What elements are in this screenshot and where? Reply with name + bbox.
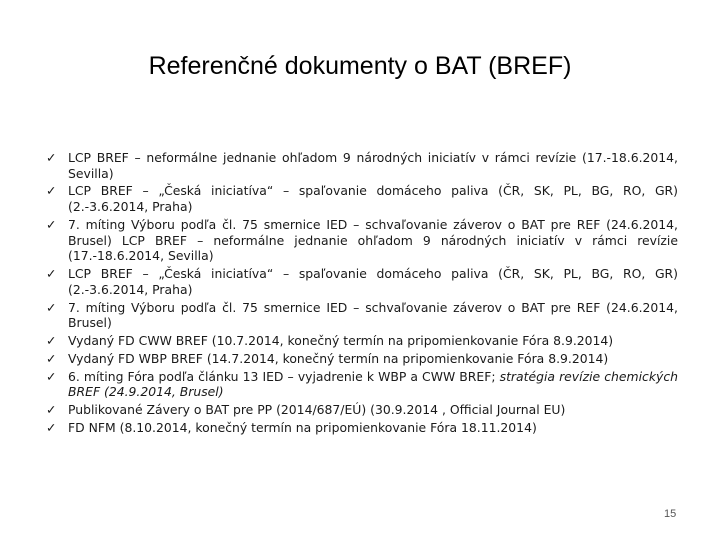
checkmark-icon: ✓ [46,368,57,384]
bullet-text: LCP BREF – „Česká iniciatíva“ – spaľovanie domáceho paliva (ČR, SK, PL, BG, RO, GR) (2.-3.6.2014, Praha) [68,266,678,297]
list-item [46,217,678,264]
list-item [46,369,678,400]
list-item [46,300,678,331]
checkmark-icon: ✓ [46,333,57,349]
checkmark-icon: ✓ [46,216,57,232]
bullet-text: Publikované Závery o BAT pre PP (2014/687/EÚ) (30.9.2014 , Official Journal EU) [68,402,566,418]
list-item [46,266,678,297]
checkmark-icon: ✓ [46,299,57,315]
list-item [46,420,678,436]
bullet-text: 6. míting Fóra podľa článku 13 IED – vyjadrenie k WBP a CWW BREF; [68,368,500,384]
checkmark-icon: ✓ [46,266,57,282]
bullet-text: LCP BREF – neformálne jednanie ohľadom 9 národných iniciatív v rámci revízie (17.-18.6.2014, Sevilla) [68,150,678,181]
bullet-text: 7. míting Výboru podľa čl. 75 smernice IED – schvaľovanie záverov o BAT pre REF (24.6.2014, Brusel) LCP BREF – neformálne jednanie ohľadom 9 národných iniciatív v rámci revízie (17.-18.6.2014, Sevilla) [68,216,678,264]
bullet-list [46,150,678,438]
checkmark-icon: ✓ [46,402,57,418]
checkmark-icon: ✓ [46,420,57,436]
list-item [46,150,678,181]
bullet-text: LCP BREF – „Česká iniciatíva“ – spaľovanie domáceho paliva (ČR, SK, PL, BG, RO, GR) (2.-3.6.2014, Praha) [68,183,678,215]
list-item [46,333,678,349]
checkmark-icon: ✓ [46,150,57,165]
bullet-text: Vydaný FD CWW BREF (10.7.2014, konečný termín na pripomienkovanie Fóra 8.9.2014) [68,333,614,349]
bullet-text: 7. míting Výboru podľa čl. 75 smernice IED – schvaľovanie záverov o BAT pre REF (24.6.2014, Brusel) [68,299,678,331]
list-item [46,402,678,418]
page-number: 15 [664,508,677,520]
checkmark-icon: ✓ [46,350,57,366]
list-item [46,351,678,367]
checkmark-icon: ✓ [46,183,57,199]
slide-title: Referenčné dokumenty o BAT (BREF) [148,52,572,80]
list-item [46,183,678,214]
bullet-text: Vydaný FD WBP BREF (14.7.2014, konečný termín na pripomienkovanie Fóra 8.9.2014) [68,350,609,366]
bullet-text-italic: stratégia revízie chemických BREF (24.9.2014, Brusel) [68,368,678,400]
bullet-text: FD NFM (8.10.2014, konečný termín na pripomienkovanie Fóra 18.11.2014) [68,420,537,436]
